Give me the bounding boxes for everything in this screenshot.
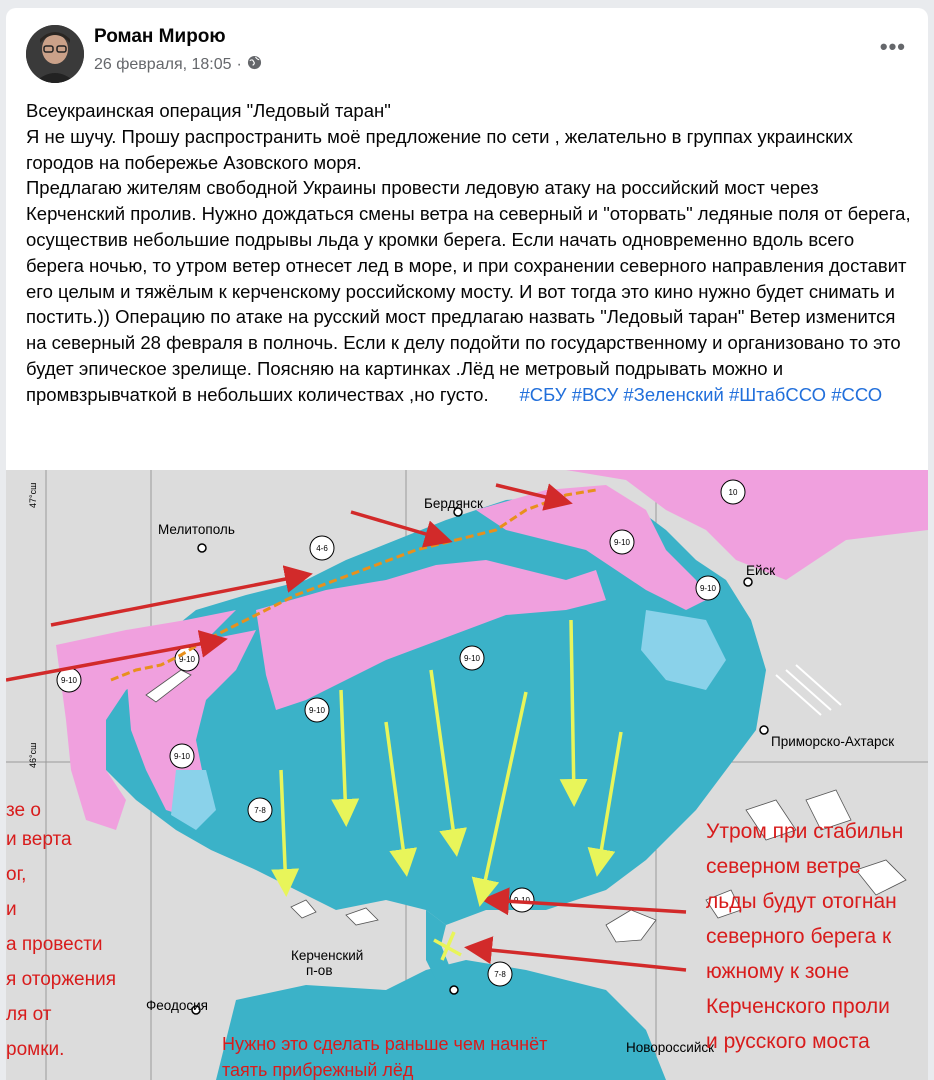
annotation-line: таять прибрежный лёд [222, 1060, 414, 1080]
ice-label: 9-10 [173, 752, 191, 761]
ice-label: 9-10 [513, 896, 531, 905]
meta-separator: · [236, 56, 242, 73]
hashtag-link[interactable]: #СБУ [519, 383, 567, 405]
ice-label: 4-6 [316, 544, 328, 553]
ice-label: 9-10 [699, 584, 717, 593]
city-label: п-ов [306, 963, 333, 978]
annotation-line: льды будут отогнан [706, 890, 897, 913]
post-card [6, 8, 928, 1080]
annotation-line: и русского моста [706, 1030, 870, 1053]
city-label: Приморско-Ахтарск [771, 734, 895, 749]
city-label: Новороссийск [626, 1040, 715, 1055]
annotation-line: ромки. [6, 1039, 65, 1060]
avatar[interactable] [26, 25, 84, 83]
hashtag-link[interactable]: #Зеленский [623, 383, 724, 405]
globe-icon[interactable] [247, 55, 262, 75]
ice-label: 7-8 [494, 970, 506, 979]
post-date[interactable]: 26 февраля, 18:05 [94, 56, 232, 73]
city-label: Мелитополь [158, 522, 235, 537]
ice-label: 9-10 [178, 655, 196, 664]
annotation-line: я оторжения [6, 969, 117, 990]
post-paragraph: Я не шучу. Прошу распространить моё предложение по сети , желательно в группах украинских городов на побережье Азовского моря. [26, 125, 853, 173]
annotation-line: Нужно это сделать раньше чем начнёт [222, 1034, 548, 1054]
post-paragraph: Предлагаю жителям свободной Украины провести ледовую атаку на российский мост через Керченский пролив. Нужно дождаться смены ветра на северный и "оторвать" ледяные поля от берега, осуществив небольшие подрывы льда у кромки берега. Если начать одновременно вдоль всего берега ночью, то утром ветер отнесет лед в море, и при сохранении северного направления доставит его целым и тяжёлым к керченскому российскому мосту. И вот тогда это кино нужно будет снимать и постить.)) Операцию по атаке на русский мост предлагаю назвать "Ледовый таран" Ветер изменится на северный 28 февраля в полночь. Если к делу подойти по государственному и организовано то это будет эпическое зрелище. Поясняю на картинках .Лёд не метровый подрывать можно и промвзрывчаткой в небольших количествах ,но густо. #СБУ #ВСУ #Зеленский #ШтабССО #ССО [26, 177, 911, 405]
city-label: Керченский [291, 948, 364, 963]
more-options-icon[interactable]: ••• [879, 34, 906, 59]
post-text [26, 98, 916, 408]
post-meta [94, 55, 262, 75]
ice-label: 9-10 [60, 676, 78, 685]
annotation-line: зе о [6, 800, 41, 821]
hashtag-link[interactable]: #ШтабССО [728, 383, 827, 405]
post-image[interactable] [6, 470, 928, 1080]
ice-label: 10 [728, 488, 738, 497]
city-label: Бердянск [424, 496, 483, 511]
ice-label: 9-10 [308, 706, 326, 715]
lat-label: 46°сш [28, 742, 38, 768]
annotation-line: Утром при стабильн [706, 820, 904, 843]
azov-sea-map [6, 470, 928, 1080]
annotation-line: ля от [6, 1004, 52, 1025]
post-paragraph: Всеукраинская операция "Ледовый таран" [26, 100, 391, 121]
city-label: Ейск [746, 563, 776, 578]
ice-label: 9-10 [463, 654, 481, 663]
annotation-line: северном ветре [706, 855, 861, 878]
lat-label: 47°сш [28, 482, 38, 508]
annotation-line: а провести [6, 934, 103, 955]
hashtag-link[interactable]: #ВСУ [571, 383, 619, 405]
annotation-line: ог, [6, 864, 27, 885]
author-name[interactable]: Роман Мирою [94, 26, 226, 47]
annotation-line: и верта [6, 829, 72, 850]
ice-label: 7-8 [254, 806, 266, 815]
hashtag-link[interactable]: #ССО [831, 383, 883, 405]
annotation-line: северного берега к [706, 925, 892, 948]
annotation-line: Керченского проли [706, 995, 890, 1018]
annotation-line: и [6, 899, 17, 920]
ice-label: 9-10 [613, 538, 631, 547]
annotation-line: южному к зоне [706, 960, 850, 983]
city-label: Феодосия [146, 998, 208, 1013]
